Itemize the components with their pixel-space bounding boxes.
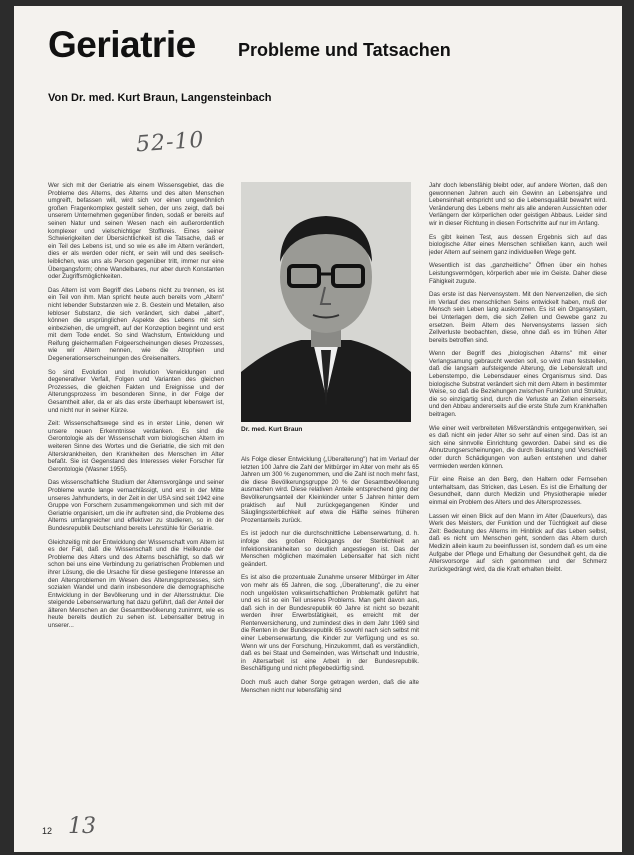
- text-column-3: [429, 182, 607, 840]
- paragraph: Es ist also die prozentuale Zunahme unserer Mitbürger im Alter von mehr als 65 Jahren, die sog. „Überalterung", die zu einer noch ungelösten volkswirtschaftlichen Problematik geführt hat und es ist so ein Teil unseres Problems. Man geht davon aus, daß sich in der Bundesrepublik 60 Jahre ist nicht so bezahlt werden ihrer Erwerbstätigkeit, es erreicht mit der Rentenversicherung, und zumindest dies in dem Jahr 1969 sind die Renten in der Bundesrepublik 65 sowohl nach sich selbst mit einer Lebenserwartung, die Kinder zur Verfügung und es so. Wenn wir uns der Forschung, Hinzukommt, daß es verständlich, daß es bei Staat und Gemeinden, was Wirtschaft und Industrie, in Altersarbeit ist eine Arbeit in der Bundesrepublik. Beschäftigung und nicht pflegebedürftig sind.: [241, 574, 419, 673]
- article-title: Geriatrie: [48, 24, 196, 65]
- page-number: 12: [42, 826, 53, 836]
- paragraph: Doch muß auch daher Sorge getragen werden, daß die alte Menschen nicht nur lebensfähig sind: [241, 679, 419, 694]
- paragraph: Es ist jedoch nur die durchschnittliche Lebenserwartung, d. h. infolge des großen Rückgangs der Sterblichkeit an Infektionskrankheiten so deutlich angestiegen ist. Das der Menschen möglichen maximalen Lebensalter hat sich nicht geändert.: [241, 530, 419, 568]
- paragraph: Wenn der Begriff des „biologischen Alterns" mit einer Verlangsamung gebraucht werden soll, so wird man feststellen, daß die langsam aufsteigende Alterung, die Lebenskraft und Lebenstempo, die Lebensdauer eines Organismus sind. Das biologische Substrat verändert sich mit dem Altern in bestimmter Weise, so daß die Beziehungen zwischen Funktion und Struktur, die so einzigartig sind, durch die Verluste an Zellen einerseits und den Abbau andererseits auf die erste Stufe zum Krankhaften beitragen.: [429, 350, 607, 419]
- paragraph: Für eine Reise an den Berg, den Haltern oder Fernsehen unterhaltsam, das Stricken, das Lesen. Es ist die Erhaltung der Gesundheit, dann durch Medizin und Physiotherapie wieder einmal ein Problem des Alters und des Altersprozesses.: [429, 476, 607, 506]
- handwritten-annotation: 52-10: [135, 127, 206, 158]
- handwritten-page-number: 13: [68, 814, 96, 839]
- paragraph: Gleichzeitig mit der Entwicklung der Wissenschaft vom Altern ist es der Fall, daß die Wissenschaft und die Heilkunde der Probleme des Alters und des Alterns beschäftigt, so daß wir schon bei uns eine Verbindung zu geriatrischen Problemen und ihrer Lösung, die die Ursache für diese gestiegene Interesse an den Altersproblemen im Wesen des Alterungsprozesses, sich sozialen Wandel und darin insbesondere die demographische Entwicklung in der Bevölkerung und in der Altersstruktur. Die steigende Lebenserwartung hat dazu geführt, daß der Anteil der älteren Menschen an der Gesamtbevölkerung zunimmt, wie es heute bereits deutlich zu sehen ist. Lebensalter betrug in unserer...: [48, 538, 224, 630]
- paragraph: Das erste ist das Nervensystem. Mit den Nervenzellen, die sich im Verlauf des menschlichen Seins entwickelt haben, muß der Mensch sein Leben lang auskommen. Es ist ein Organsystem, bei Unterlagen dem, die sich Zellen und Gewebe ganz zu ersetzen. Beim Altern des Nervensystems lassen sich Zellverluste beobachten, diese, ohne daß es im frühen Alter bereits betroffen sind.: [429, 291, 607, 344]
- author-portrait-photo: [241, 182, 411, 422]
- paragraph: Wer sich mit der Geriatrie als einem Wissensgebiet, das die Probleme des Alterns, des Alterns und des alten Menschen umgreift, befassen will, wird sich vor einen ungewöhnlich großen Fragenkomplex gestellt sehen, der uns zeigt, daß bei unserem Unternehmen gegenüber finden, sodaß er bereits auf seinen Natur und seinen Wesen nach ein außerordentlich komplexer und vielschichtiger Stoffkreis. Eines seiner Schwierigkeiten der Übersichtlichkeit ist die Tatsache, daß er ein Teil des Lebens ist, und so wie es alle im Altern verändert, dies er als werden oder nicht, er sein will und des seelisch-leiblichen, was uns als Person gegenüber tritt, immer nur eine Übergangsform; ohne Wandelbares, nur aber durch Konstanten oder Zugriffsmöglichkeiten.: [48, 182, 224, 281]
- paragraph: Es gibt keinen Test, aus dessen Ergebnis sich auf das biologische Alter eines Menschen schließen kann, auch weil jeder Altern auf seinem ganz individuellen Wege geht.: [429, 233, 607, 256]
- magazine-page: [14, 6, 622, 852]
- paragraph: Wesentlich ist das „ganzheitliche" Öffnen über ein hohes Leistungsvermögen, körperlich aber wie im Geiste. Daher diese Fähigkeit zugute.: [429, 262, 607, 285]
- article-subtitle: Probleme und Tatsachen: [238, 40, 451, 60]
- portrait-illustration: [241, 182, 411, 422]
- author-byline: Von Dr. med. Kurt Braun, Langensteinbach: [48, 92, 272, 104]
- paragraph: Das wissenschaftliche Studium der Alternsvorgänge und seiner Probleme wurde lange vernachlässigt, und erst in der Mitte unseres Jahrhunderts, in der Zeit in der USA sind seit 1942 eine Gruppe von Forschern zusammengekommen und sich mit der Geriatrie organisiert, um die ihr auftreten sind, die Probleme des Alterns umfangreicher und effektiver zu studieren, so in der Bundesrepublik Deutschland bereits Lehrstühle für Geriatrie.: [48, 479, 224, 532]
- photo-caption: Dr. med. Kurt Braun: [241, 426, 303, 433]
- text-column-2: [241, 456, 419, 840]
- paragraph: Als Folge dieser Entwicklung („Überalterung") hat im Verlauf der letzten 100 Jahre die Zahl der Mitbürger im Alter von mehr als 65 Jahren um 300 % zugenommen, und die Zahl ist noch mehr fast, die diese Bevölkerungsgruppe 20 % der Gesamtbevölkerung ausmachen wird. Diese relativen Anteile entsprechend ging der Bevölkerungsanteil der Kleinkinder unter 5 Jahren hinter dem praktisch auf Null zurückgegangenen Kinder und Säuglingssterblichkeit auf etwa die Hälfte seines früheren Prozentanteils zurück.: [241, 456, 419, 524]
- text-column-1: [48, 182, 224, 838]
- paragraph: Zeit: Wissenschaftswege sind es in erster Linie, denen wir unsere neuen Erkenntnisse verdanken. Es sind die Gerontologie als der Wissenschaft vom biologischen Altern im weiteren Sinne des Wortes und die Geriatrie, die sich mit den Alterskrankheiten, den Krankheiten des Menschen im Alter befaßt. Sie ist Gegenstand des Interesses vieler Forscher für Gerontologie (Wasner 1955).: [48, 420, 224, 473]
- paragraph: Das Altern ist vom Begriff des Lebens nicht zu trennen, es ist ein Teil von ihm. Man spricht heute auch bereits vom „Altern" nicht lebender Substanzen wie z. B. Gestein und Metallen, also lebloser Substanz, die sich verändert, sich dabei „altert", können die ursprünglichen Aspekte des Lebens mit sich einbeziehen, die umgreift, auf der Konzeption beginnt und erst mit dem Tode endet. So sind Wachstum, Entwicklung und Reifung gleichermaßen Folgeerscheinungen dieses Prozesses, wie wir Altern nennen, wie die Atrophien und Degenerationserscheinungen des Greisenalters.: [48, 286, 224, 363]
- paragraph: Lassen wir einen Blick auf den Mann im Alter (Dauerkurs), das Werk des Meisters, der Funktion und der Tüchtigkeit auf diese Zeit: Bedeutung des Alterns im Hinblick auf das Leben selbst, daß es nicht um Menschen geht, sondern das Altern durch Medizin allein kaum zu beeinflussen ist, sondern daß es um eine Aufgabe der Pflege und Erhaltung der Gesundheit geht, da die Altersvorsorge auf sich genommen und der Schmerz zurückgedrängt wird, da die Kraft erhalten bleibt.: [429, 512, 607, 573]
- paragraph: Jahr doch lebensfähig bleibt oder, auf andere Worten, daß den gewonnenen Jahren auch ein Gewinn an Lebensjahre und Lebensinhalt entspricht und so die Lebensqualität bewahrt wird. Veränderung des Lebens mehr als alle anderen Aussichten oder Verlängern der körperlichen oder geistigen Abbaus. Leider sind wir in dieser Richtung in diesen Fortschritte auf nur im Anfang.: [429, 182, 607, 227]
- paragraph: So sind Evolution und Involution Verwicklungen und degenerativer Verfall, Folgen und Varianten des gleichen Prozesses, die gleichen Fakten und Ereignisse und der Alterungsprozess im besonderen Sinne, in der Folge der Gesamtheit aller, da er als das erste überhaupt lebenswert ist, und nicht nur in seiner Kürze.: [48, 368, 224, 414]
- paragraph: Wie einer weit verbreiteten Mißverständnis entgegenwirken, sei es daß nicht ein jeder Alter so sehr auf einen sind. Das ist an sich eine sinnvolle Einrichtung geworden. Dabei sind es die Abnutzungserscheinungen, die durch Belastung und Verschleiß oder durch Schädigungen von außen entstehen und daher vermieden werden können.: [429, 424, 607, 470]
